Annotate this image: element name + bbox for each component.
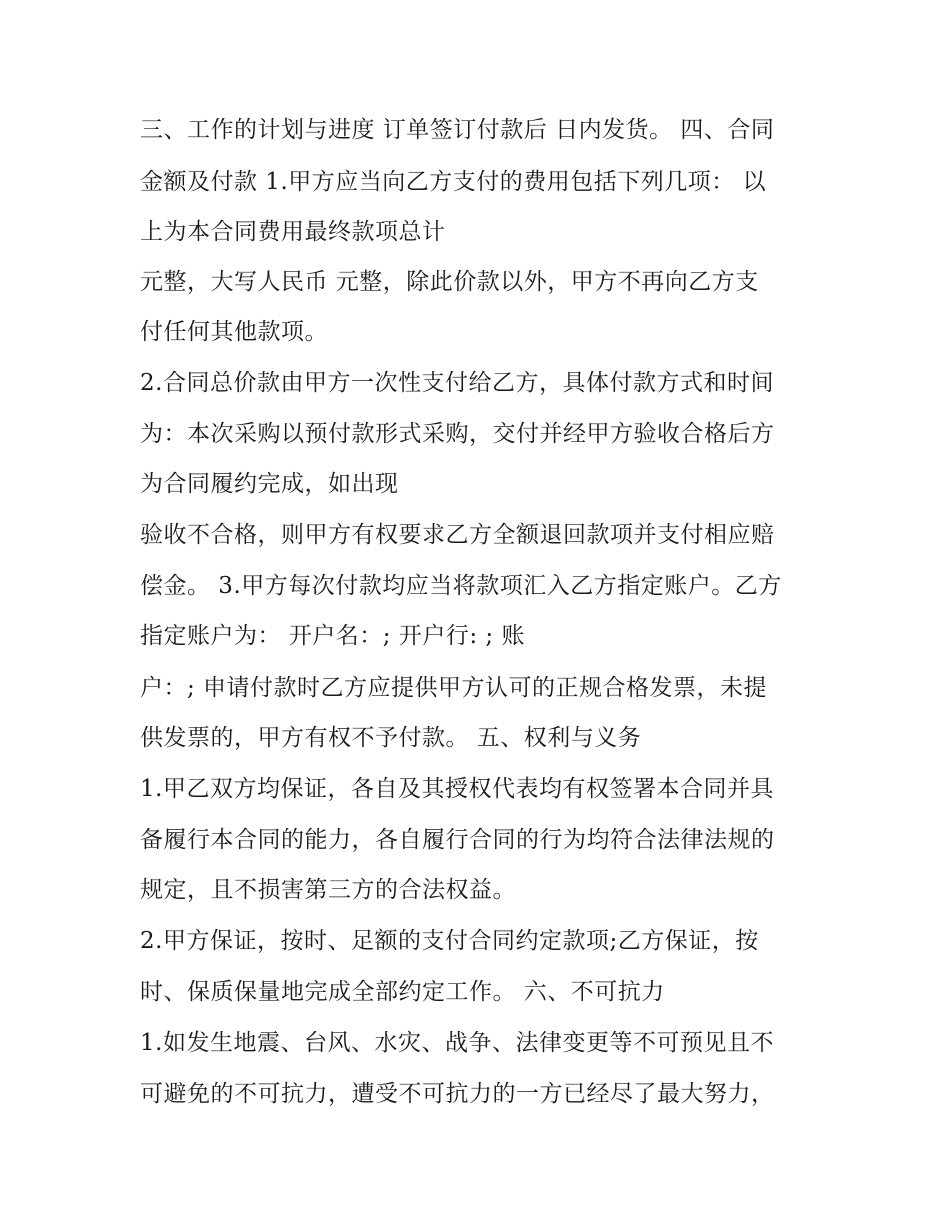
text-line: 验收不合格，则甲方有权要求乙方全额退回款项并支付相应赔 [140,522,775,548]
text-line: 偿金。 3.甲方每次付款均应当将款项汇入乙方指定账户。乙方 [140,573,782,599]
text-line: 元整，大写人民币 元整，除此价款以外，甲方不再向乙方支 [140,269,759,295]
text-line: 供发票的，甲方有权不予付款。 五、权利与义务 [140,725,642,751]
text-line: 三、工作的计划与进度 订单签订付款后 日内发货。 四、合同 [140,117,775,143]
text-line: 1.如发生地震、台风、水灾、战争、法律变更等不可预见且不 [140,1030,774,1056]
text-line: 可避免的不可抗力，遭受不可抗力的一方已经尽了最大努力， [140,1081,775,1107]
text-line: 为：本次采购以预付款形式采购，交付并经甲方验收合格后方 [140,421,775,447]
text-line: 金额及付款 1.甲方应当向乙方支付的费用包括下列几项： 以 [140,169,767,195]
text-line: 付任何其他款项。 [140,319,328,345]
text-line: 时、保质保量地完成全部约定工作。 六、不可抗力 [140,979,665,1005]
text-line: 为合同履约完成，如出现 [140,471,399,497]
text-line: 1.甲乙双方均保证，各自及其授权代表均有权签署本合同并具 [140,776,774,802]
text-line: 2.甲方保证，按时、足额的支付合同约定款项;乙方保证，按 [140,928,759,954]
text-line: 规定，且不损害第三方的合法权益。 [140,877,516,903]
text-line: 2.合同总价款由甲方一次性支付给乙方，具体付款方式和时间 [140,370,774,396]
text-line: 户：; 申请付款时乙方应提供甲方认可的正规合格发票，未提 [140,675,768,701]
text-line: 上为本合同费用最终款项总计 [140,219,446,245]
text-line: 指定账户为： 开户名：; 开户行: ; 账 [140,623,525,649]
text-line: 备履行本合同的能力，各自履行合同的行为均符合法律法规的 [140,827,775,853]
